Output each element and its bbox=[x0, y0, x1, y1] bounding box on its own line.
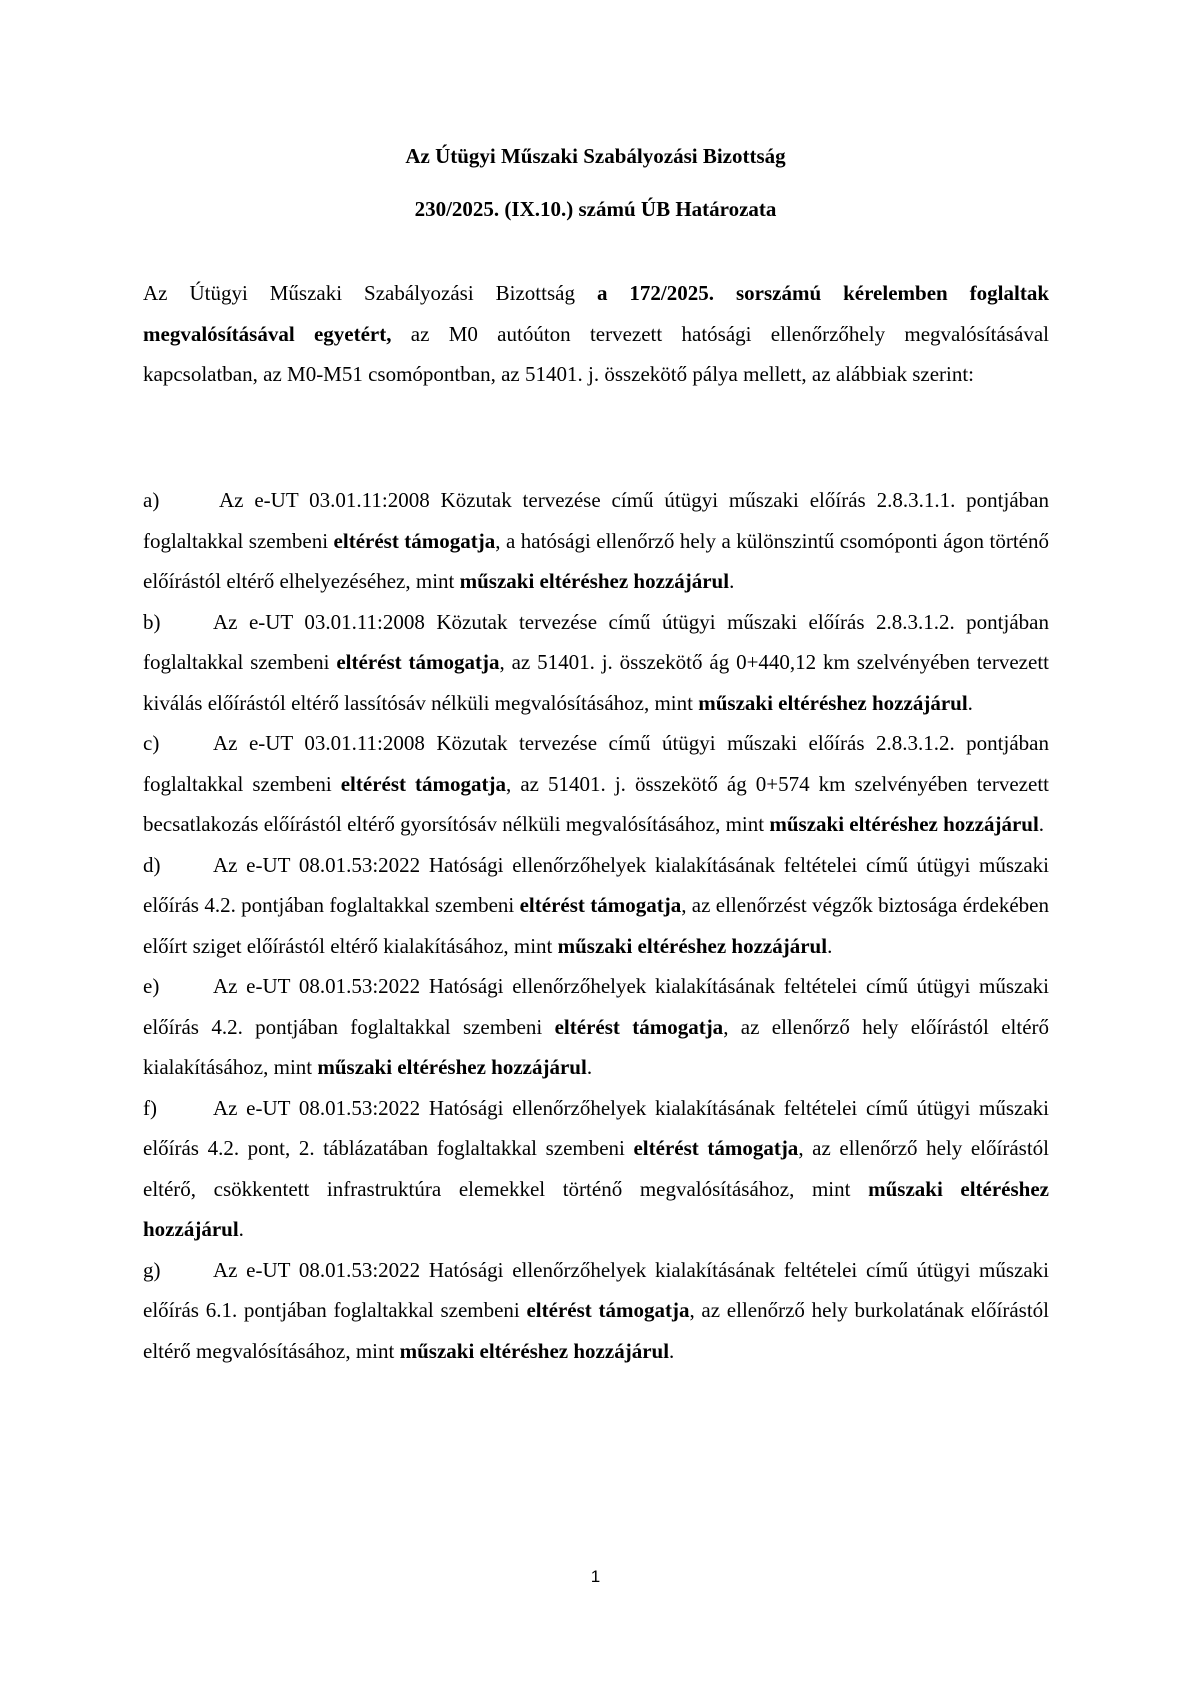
item-label: g) bbox=[143, 1257, 161, 1282]
list-item-g bbox=[143, 1250, 1049, 1372]
list-item-c bbox=[143, 723, 1049, 845]
item-text: Az e-UT 08.01.53:2022 Hatósági ellenőrzőhelyek kialakításának feltételei című útügyi műszaki előírás 4.2. pontjában foglaltakkal szembeni bbox=[143, 852, 1049, 917]
item-bold-consent: műszaki eltéréshez hozzájárul bbox=[557, 933, 828, 958]
item-period: . bbox=[1038, 812, 1045, 836]
item-period: . bbox=[827, 933, 833, 958]
list-item-e bbox=[143, 966, 1049, 1088]
item-period: . bbox=[729, 569, 735, 593]
item-text: , az ellenőrző hely burkolatának előírástól eltérő megvalósításához, mint bbox=[143, 1298, 1049, 1363]
item-text: , az ellenőrző hely előírástól eltérő, csökkentett infrastruktúra elemekkel történő megvalósításához, mint bbox=[143, 1136, 1049, 1201]
intro-text: Az Útügyi Műszaki Szabályozási Bizottság bbox=[143, 281, 597, 305]
item-text: Az e-UT 08.01.53:2022 Hatósági ellenőrzőhelyek kialakításának feltételei című útügyi műszaki előírás 4.2. pontjában foglaltakkal szembeni bbox=[143, 974, 1049, 1039]
item-label: f) bbox=[143, 1095, 157, 1120]
item-label: d) bbox=[143, 852, 161, 877]
item-label: a) bbox=[143, 488, 160, 512]
item-text: , az ellenőrzést végzők biztosága érdekében előírt sziget előírástól eltérő kialakításához, mint bbox=[143, 893, 1049, 958]
resolution-items-list bbox=[143, 480, 1049, 1371]
item-period: . bbox=[967, 690, 973, 715]
intro-text-continued: az M0 autóúton tervezett hatósági ellenőrzőhely megvalósításával kapcsolatban, az M0-M51 csomópontban, az 51401. j. összekötő pálya mellett, az alábbiak szerint: bbox=[143, 321, 1049, 386]
item-bold-support: eltérést támogatja bbox=[336, 650, 500, 674]
item-text: Az e-UT 03.01.11:2008 Közutak tervezése című útügyi műszaki előírás 2.8.3.1.2. pontjában foglaltakkal szembeni bbox=[143, 731, 1049, 796]
intro-paragraph bbox=[143, 273, 1049, 395]
item-label: c) bbox=[143, 731, 160, 755]
item-bold-support: eltérést támogatja bbox=[526, 1298, 690, 1322]
item-label: b) bbox=[143, 609, 161, 634]
item-bold-support: eltérést támogatja bbox=[519, 893, 682, 917]
intro-bold-text: a 172/2025. sorszámú kérelemben foglaltak megvalósításával egyetért, bbox=[143, 281, 1050, 346]
page-number: 1 bbox=[590, 1567, 601, 1586]
list-item-d bbox=[143, 845, 1049, 967]
resolution-number: 230/2025. (IX.10.) számú ÚB Határozata bbox=[414, 197, 777, 221]
item-bold-support: eltérést támogatja bbox=[340, 771, 507, 796]
item-text: , az 51401. j. összekötő ág 0+440,12 km szelvényében tervezett kiválás előírástól eltérő lassítósáv nélküli megvalósításához, mint bbox=[143, 650, 1049, 715]
list-item-b bbox=[143, 602, 1049, 724]
item-text: Az e-UT 08.01.53:2022 Hatósági ellenőrzőhelyek kialakításának feltételei című útügyi műszaki előírás 6.1. pontjában foglaltakkal szembeni bbox=[143, 1257, 1049, 1322]
list-item-a bbox=[143, 480, 1049, 602]
item-text: , az 51401. j. összekötő ág 0+574 km szelvényében tervezett becsatlakozás előírástól eltérő gyorsítósáv nélküli megvalósításához, mint bbox=[143, 771, 1049, 836]
item-bold-consent: műszaki eltéréshez hozzájárul bbox=[399, 1338, 670, 1363]
item-text: Az e-UT 03.01.11:2008 Közutak tervezése című útügyi műszaki előírás 2.8.3.1.1. pontjában foglaltakkal szembeni bbox=[143, 488, 1049, 553]
document-title: Az Útügyi Műszaki Szabályozási Bizottság bbox=[405, 144, 786, 168]
item-bold-consent: műszaki eltéréshez hozzájárul bbox=[769, 812, 1039, 836]
item-bold-consent: műszaki eltéréshez hozzájárul bbox=[143, 1176, 1049, 1241]
item-label: e) bbox=[143, 974, 160, 998]
item-bold-consent: műszaki eltéréshez hozzájárul bbox=[317, 1055, 587, 1079]
list-item-f bbox=[143, 1088, 1049, 1250]
item-text: , a hatósági ellenőrző hely a különszintű csomóponti ágon történő előírástól eltérő elhelyezéséhez, mint bbox=[143, 528, 1049, 593]
item-bold-consent: műszaki eltéréshez hozzájárul bbox=[459, 569, 730, 593]
item-bold-support: eltérést támogatja bbox=[633, 1136, 799, 1160]
item-bold-support: eltérést támogatja bbox=[554, 1014, 724, 1039]
item-text: Az e-UT 03.01.11:2008 Közutak tervezése című útügyi műszaki előírás 2.8.3.1.2. pontjában foglaltakkal szembeni bbox=[143, 609, 1049, 674]
item-period: . bbox=[669, 1338, 675, 1363]
item-text: , az ellenőrző hely előírástól eltérő kialakításához, mint bbox=[143, 1014, 1050, 1079]
item-period: . bbox=[238, 1217, 244, 1241]
item-bold-support: eltérést támogatja bbox=[333, 528, 496, 553]
item-period: . bbox=[586, 1055, 593, 1079]
item-bold-consent: műszaki eltéréshez hozzájárul bbox=[698, 690, 968, 715]
item-text: Az e-UT 08.01.53:2022 Hatósági ellenőrzőhelyek kialakításának feltételei című útügyi műszaki előírás 4.2. pont, 2. táblázatában foglaltakkal szembeni bbox=[143, 1095, 1049, 1160]
